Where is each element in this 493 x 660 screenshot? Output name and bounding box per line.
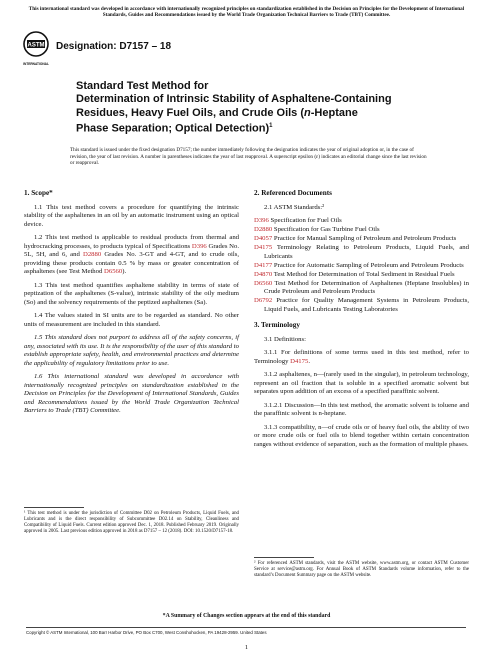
para-1-1: 1.1 This test method covers a procedure for quantifying the intrinsic stability of the asphaltenes in an oil by an automatic instrument using an optical device. (24, 203, 239, 228)
reference-item: D4057 Practice for Manual Sampling of Petroleum and Petroleum Products (254, 235, 457, 242)
reference-item: D6560 Test Method for Determination of Asphaltenes (Heptane Insolubles) in Crude Petroleum and Petroleum Products (254, 279, 469, 295)
para-1-6: 1.6 This international standard was developed in accordance with internationally recognized principles on standardization established in the Decision on Principles for the Development of International Standards, Guides and Recommendations issued by the World Trade Organization Technical Barriers to Trade (TBT) Committee. (24, 373, 239, 414)
ref-link-d2880[interactable]: D2880 (82, 251, 102, 258)
document-title (76, 80, 416, 136)
footnote-2: ² For referenced ASTM standards, visit the ASTM website, www.astm.org, or contact ASTM Customer Service at service@astm.org. For Annual Book of ASTM Standards volume information, refer to the standard’s Document Summary page on the ASTM website. (254, 561, 469, 579)
reference-item: D4175 Terminology Relating to Petroleum Products, Liquid Fuels, and Lubricants (254, 244, 469, 260)
para-3-1-2: 3.1.2 asphaltenes, n—(rarely used in the singular), in petroleum technology, represent an oil fraction that is soluble in a specified aromatic solvent but separates upon addition of an excess of a specified paraffinic solvent. (254, 371, 469, 395)
left-column (24, 189, 239, 421)
footnote-divider-right (254, 557, 314, 558)
ref-link-d396[interactable]: D396 (191, 242, 207, 250)
title-line-2: Determination of Intrinsic Stability of Asphaltene-Containing (76, 93, 392, 106)
ref-link-d4175[interactable]: D4175 (290, 357, 309, 365)
tbt-notice: This international standard was developed in accordance with internationally recognized principles on standardization established in the Decision on Principles for the Development of International Standards, Guides and Recommendations issued by the World Trade Organization Technical Barriers to Trade (TBT) Committee. (28, 6, 465, 19)
astm-logo (22, 30, 50, 68)
footnote-divider-left (24, 507, 84, 508)
reference-item: D6792 Practice for Quality Management Systems in Petroleum Products, Liquid Fuels, and Lubricants Testing Laboratories (254, 297, 469, 313)
svg-text:ASTM: ASTM (27, 42, 45, 49)
reference-list (254, 217, 469, 314)
reference-item: D396 Specification for Fuel Oils (254, 217, 342, 224)
reference-item: D2880 Specification for Gas Turbine Fuel Oils (254, 226, 380, 233)
copyright-line: Copyright © ASTM International, 100 Barr Harbor Drive, PO Box C700, West Conshohocken, PA 19428-2959. United States (26, 627, 466, 635)
ref-code-link[interactable]: D396 (254, 217, 269, 224)
title-line-1: Standard Test Method for (76, 80, 209, 92)
ref-code-link[interactable]: D4057 (254, 235, 273, 242)
ref-code-link[interactable]: D6792 (254, 297, 273, 304)
ref-code-link[interactable]: D6560 (254, 279, 273, 287)
footnote-1: ¹ This test method is under the jurisdiction of Committee D02 on Petroleum Products, Liquid Fuels, and Lubricants and is the direct responsibility of Subcommittee D02.14 on Stability, Cleanliness and Compatibility of Liquid Fuels. Current edition approved Dec. 1, 2018. Published February 2019. Originally approved in 2005. Last previous edition approved in 2018 as D7157 – 12 (2018). DOI: 10.1520/D7157-18. (24, 511, 239, 535)
summary-of-changes-note: *A Summary of Changes section appears at the end of this standard (162, 613, 331, 619)
para-1-2: 1.2 This test method is applicable to residual products from thermal and hydrocracking processes, to products typical of Specifications D396 Grades No. 5L, 5H, and 6, and D2880 Grades No. 3-GT and 4-GT, and to crude oils, providing these products contain 0.5 % by mass or greater concentration of asphaltenes (see Test Method D6560). (24, 234, 240, 275)
para-3-1-2-1: 3.1.2.1 Discussion—In this test method, the aromatic solvent is toluene and the paraffinic solvent is n-heptane. (254, 401, 469, 417)
terminology-heading: 3. Terminology (254, 321, 300, 329)
title-line-4: Phase Separation; Optical Detection)$^1$ (76, 122, 273, 135)
scope-heading: 1. Scope* (24, 189, 53, 197)
ref-code-link[interactable]: D4870 (254, 270, 273, 278)
para-1-3: 1.3 This test method quantifies asphaltene stability in terms of state of peptization of the asphaltenes (S-value), intrinsic stability of the oily medium (So) and the solvency requirements of the peptized asphaltenes (Sa). (24, 281, 239, 306)
para-1-4: 1.4 The values stated in SI units are to be regarded as standard. No other units of measurement are included in this standard. (24, 312, 239, 328)
para-1-5: 1.5 This standard does not purport to address all of the safety concerns, if any, associated with its use. It is the responsibility of the user of this standard to establish appropriate safety, health, and environmental practices and determine the applicability of regulatory limitations prior to use. (24, 334, 239, 367)
para-3-1: 3.1 Definitions: (264, 335, 306, 343)
para-3-1-3: 3.1.3 compatibility, n—of crude oils or of heavy fuel oils, the ability of two or more crude oils or fuel oils to blend together within certain concentration ranges without evidence of separation, such as the formation of multiple phases. (254, 423, 469, 448)
page-number: 1 (244, 644, 249, 651)
ref-link-d6560[interactable]: D6560 (104, 268, 123, 275)
para-3-1-1: 3.1.1 For definitions of some terms used in this test method, refer to Terminology D4175. (254, 349, 469, 365)
reference-item: D4177 Practice for Automatic Sampling of Petroleum and Petroleum Products (254, 261, 464, 269)
svg-text:INTERNATIONAL: INTERNATIONAL (23, 62, 49, 66)
issued-statement: This standard is issued under the fixed designation D7157; the number immediately following the designation indicates the year of original adoption or, in the case of revision, the year of last revision. A number in parentheses indicates the year of last reapproval. A superscript epsilon (ε) indicates an editorial change since the last revision or reapproval. (70, 147, 427, 167)
title-line-3: Residues, Heavy Fuel Oils, and Crude Oils (n-Heptane (76, 106, 358, 119)
ref-code-link[interactable]: D2880 (254, 226, 273, 233)
references-intro: 2.1 ASTM Standards:² (264, 203, 325, 211)
reference-item: D4870 Test Method for Determination of Total Sediment in Residual Fuels (254, 270, 455, 278)
right-column (254, 189, 469, 454)
ref-code-link[interactable]: D4177 (254, 261, 273, 269)
designation: Designation: D7157 – 18 (56, 41, 172, 52)
ref-code-link[interactable]: D4175 (254, 244, 273, 251)
references-heading: 2. Referenced Documents (254, 189, 332, 197)
